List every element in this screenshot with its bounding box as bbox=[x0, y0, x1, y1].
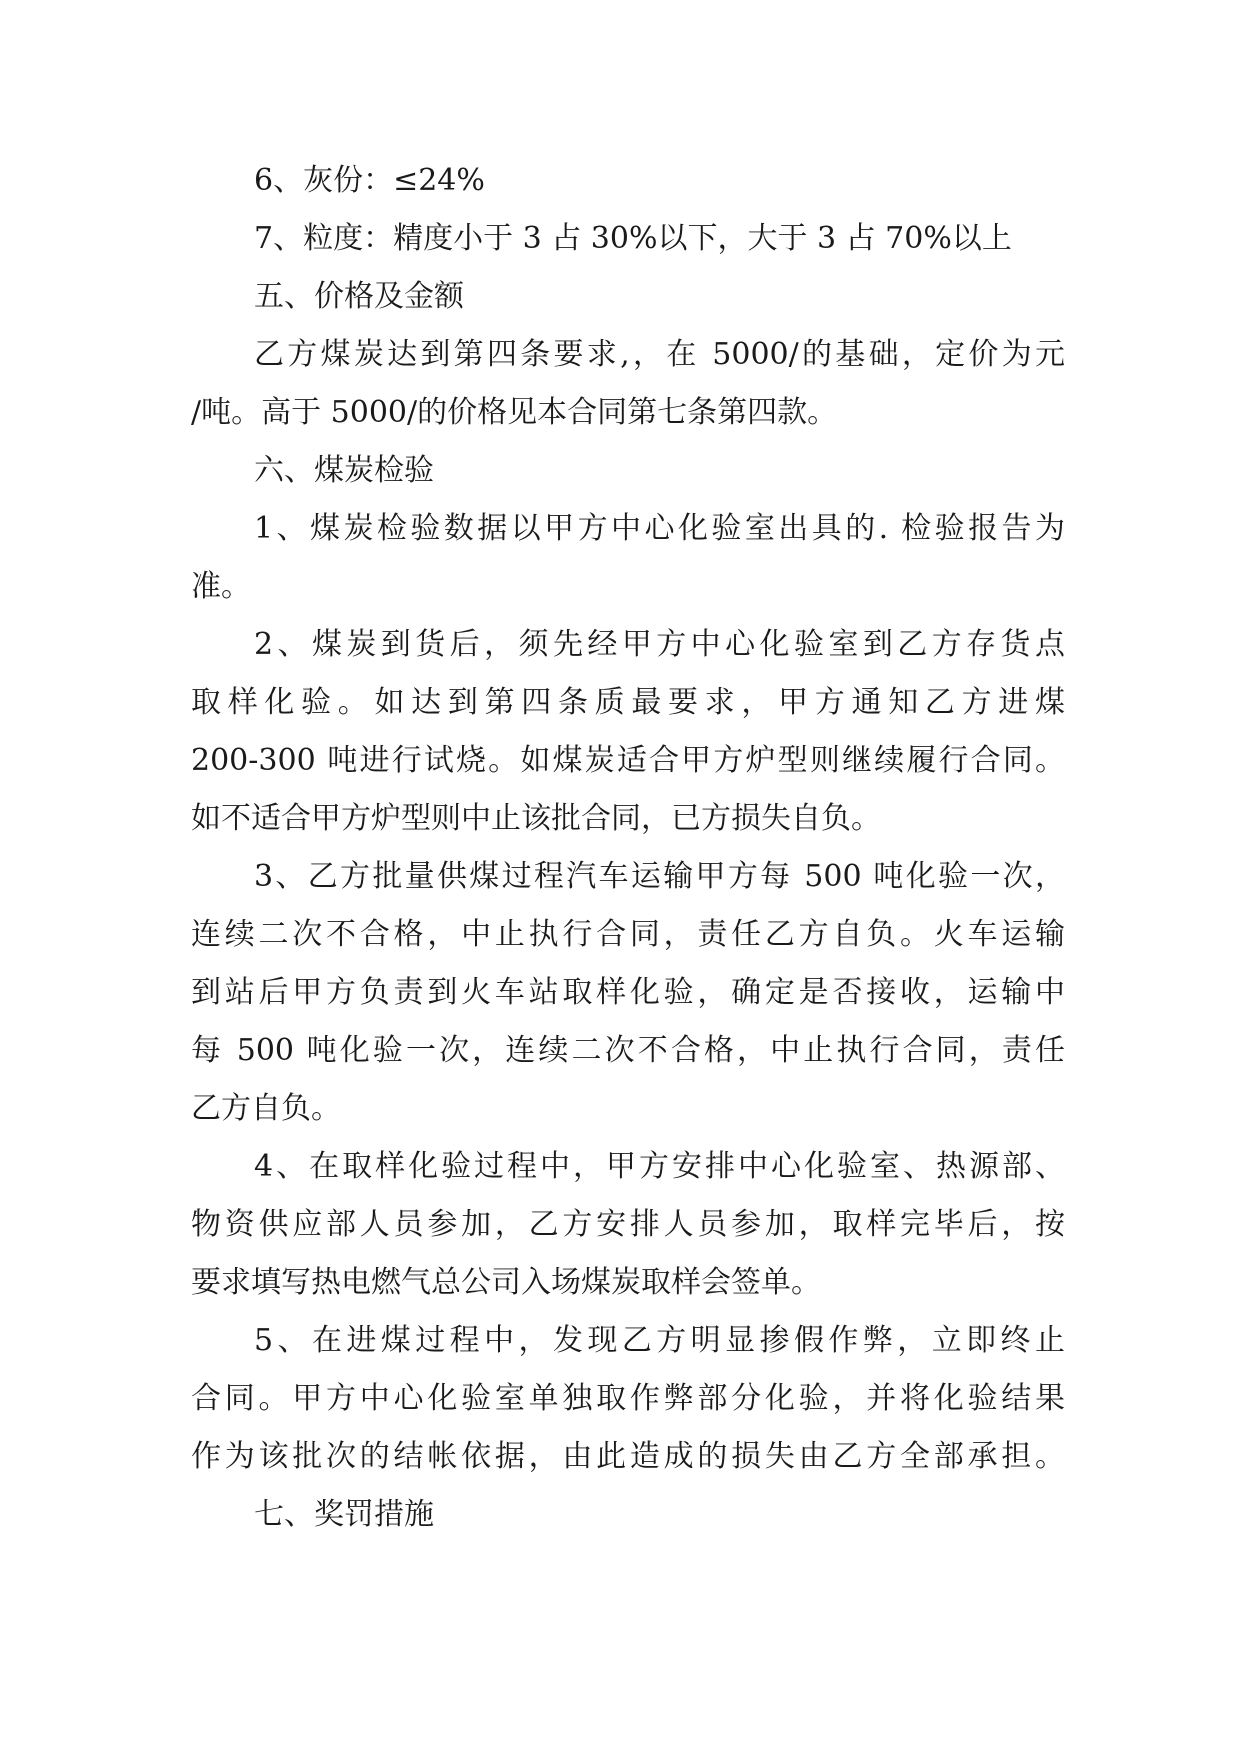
paragraph-line: 合同。甲方中心化验室单独取作弊部分化验，并将化验结果 bbox=[191, 1381, 1065, 1416]
paragraph-line: 5、在进煤过程中，发现乙方明显掺假作弊，立即终止 bbox=[254, 1323, 1065, 1358]
paragraph-line: 乙方煤炭达到第四条要求,，在 5000/的基础，定价为元 bbox=[254, 337, 1065, 372]
paragraph-line: 准。 bbox=[191, 569, 251, 604]
paragraph-line: 4、在取样化验过程中，甲方安排中心化验室、热源部、 bbox=[254, 1149, 1065, 1184]
paragraph-line: 1、煤炭检验数据以甲方中心化验室出具的. 检验报告为 bbox=[254, 511, 1065, 546]
document-body bbox=[191, 152, 1065, 1544]
paragraph-line: /吨。高于 5000/的价格见本合同第七条第四款。 bbox=[191, 395, 838, 430]
ash-content-line: 6、灰份：≤24% bbox=[254, 163, 485, 198]
section-heading-inspection: 六、煤炭检验 bbox=[254, 453, 434, 488]
granularity-line: 7、粒度：精度小于 3 占 30%以下，大于 3 占 70%以上 bbox=[254, 221, 1012, 256]
paragraph-line: 2、煤炭到货后，须先经甲方中心化验室到乙方存货点 bbox=[254, 627, 1065, 662]
paragraph-line: 3、乙方批量供煤过程汽车运输甲方每 500 吨化验一次， bbox=[254, 859, 1065, 894]
paragraph-line: 每 500 吨化验一次，连续二次不合格，中止执行合同，责任 bbox=[191, 1033, 1065, 1068]
paragraph-line: 取样化验。如达到第四条质最要求，甲方通知乙方进煤 bbox=[191, 685, 1065, 720]
paragraph-line: 200-300 吨进行试烧。如煤炭适合甲方炉型则继续履行合同。 bbox=[191, 743, 1065, 778]
paragraph-line: 到站后甲方负责到火车站取样化验，确定是否接收，运输中 bbox=[191, 975, 1065, 1010]
paragraph-line: 如不适合甲方炉型则中止该批合同，已方损失自负。 bbox=[191, 801, 881, 836]
paragraph-line: 乙方自负。 bbox=[191, 1091, 341, 1126]
paragraph-line: 连续二次不合格，中止执行合同，责任乙方自负。火车运输 bbox=[191, 917, 1065, 952]
paragraph-line: 要求填写热电燃气总公司入场煤炭取样会签单。 bbox=[191, 1265, 821, 1300]
paragraph-line: 物资供应部人员参加，乙方安排人员参加，取样完毕后，按 bbox=[191, 1207, 1065, 1242]
section-heading-price: 五、价格及金额 bbox=[254, 279, 464, 314]
section-heading-rewards: 七、奖罚措施 bbox=[254, 1497, 434, 1532]
paragraph-line: 作为该批次的结帐依据，由此造成的损失由乙方全部承担。 bbox=[191, 1439, 1065, 1474]
